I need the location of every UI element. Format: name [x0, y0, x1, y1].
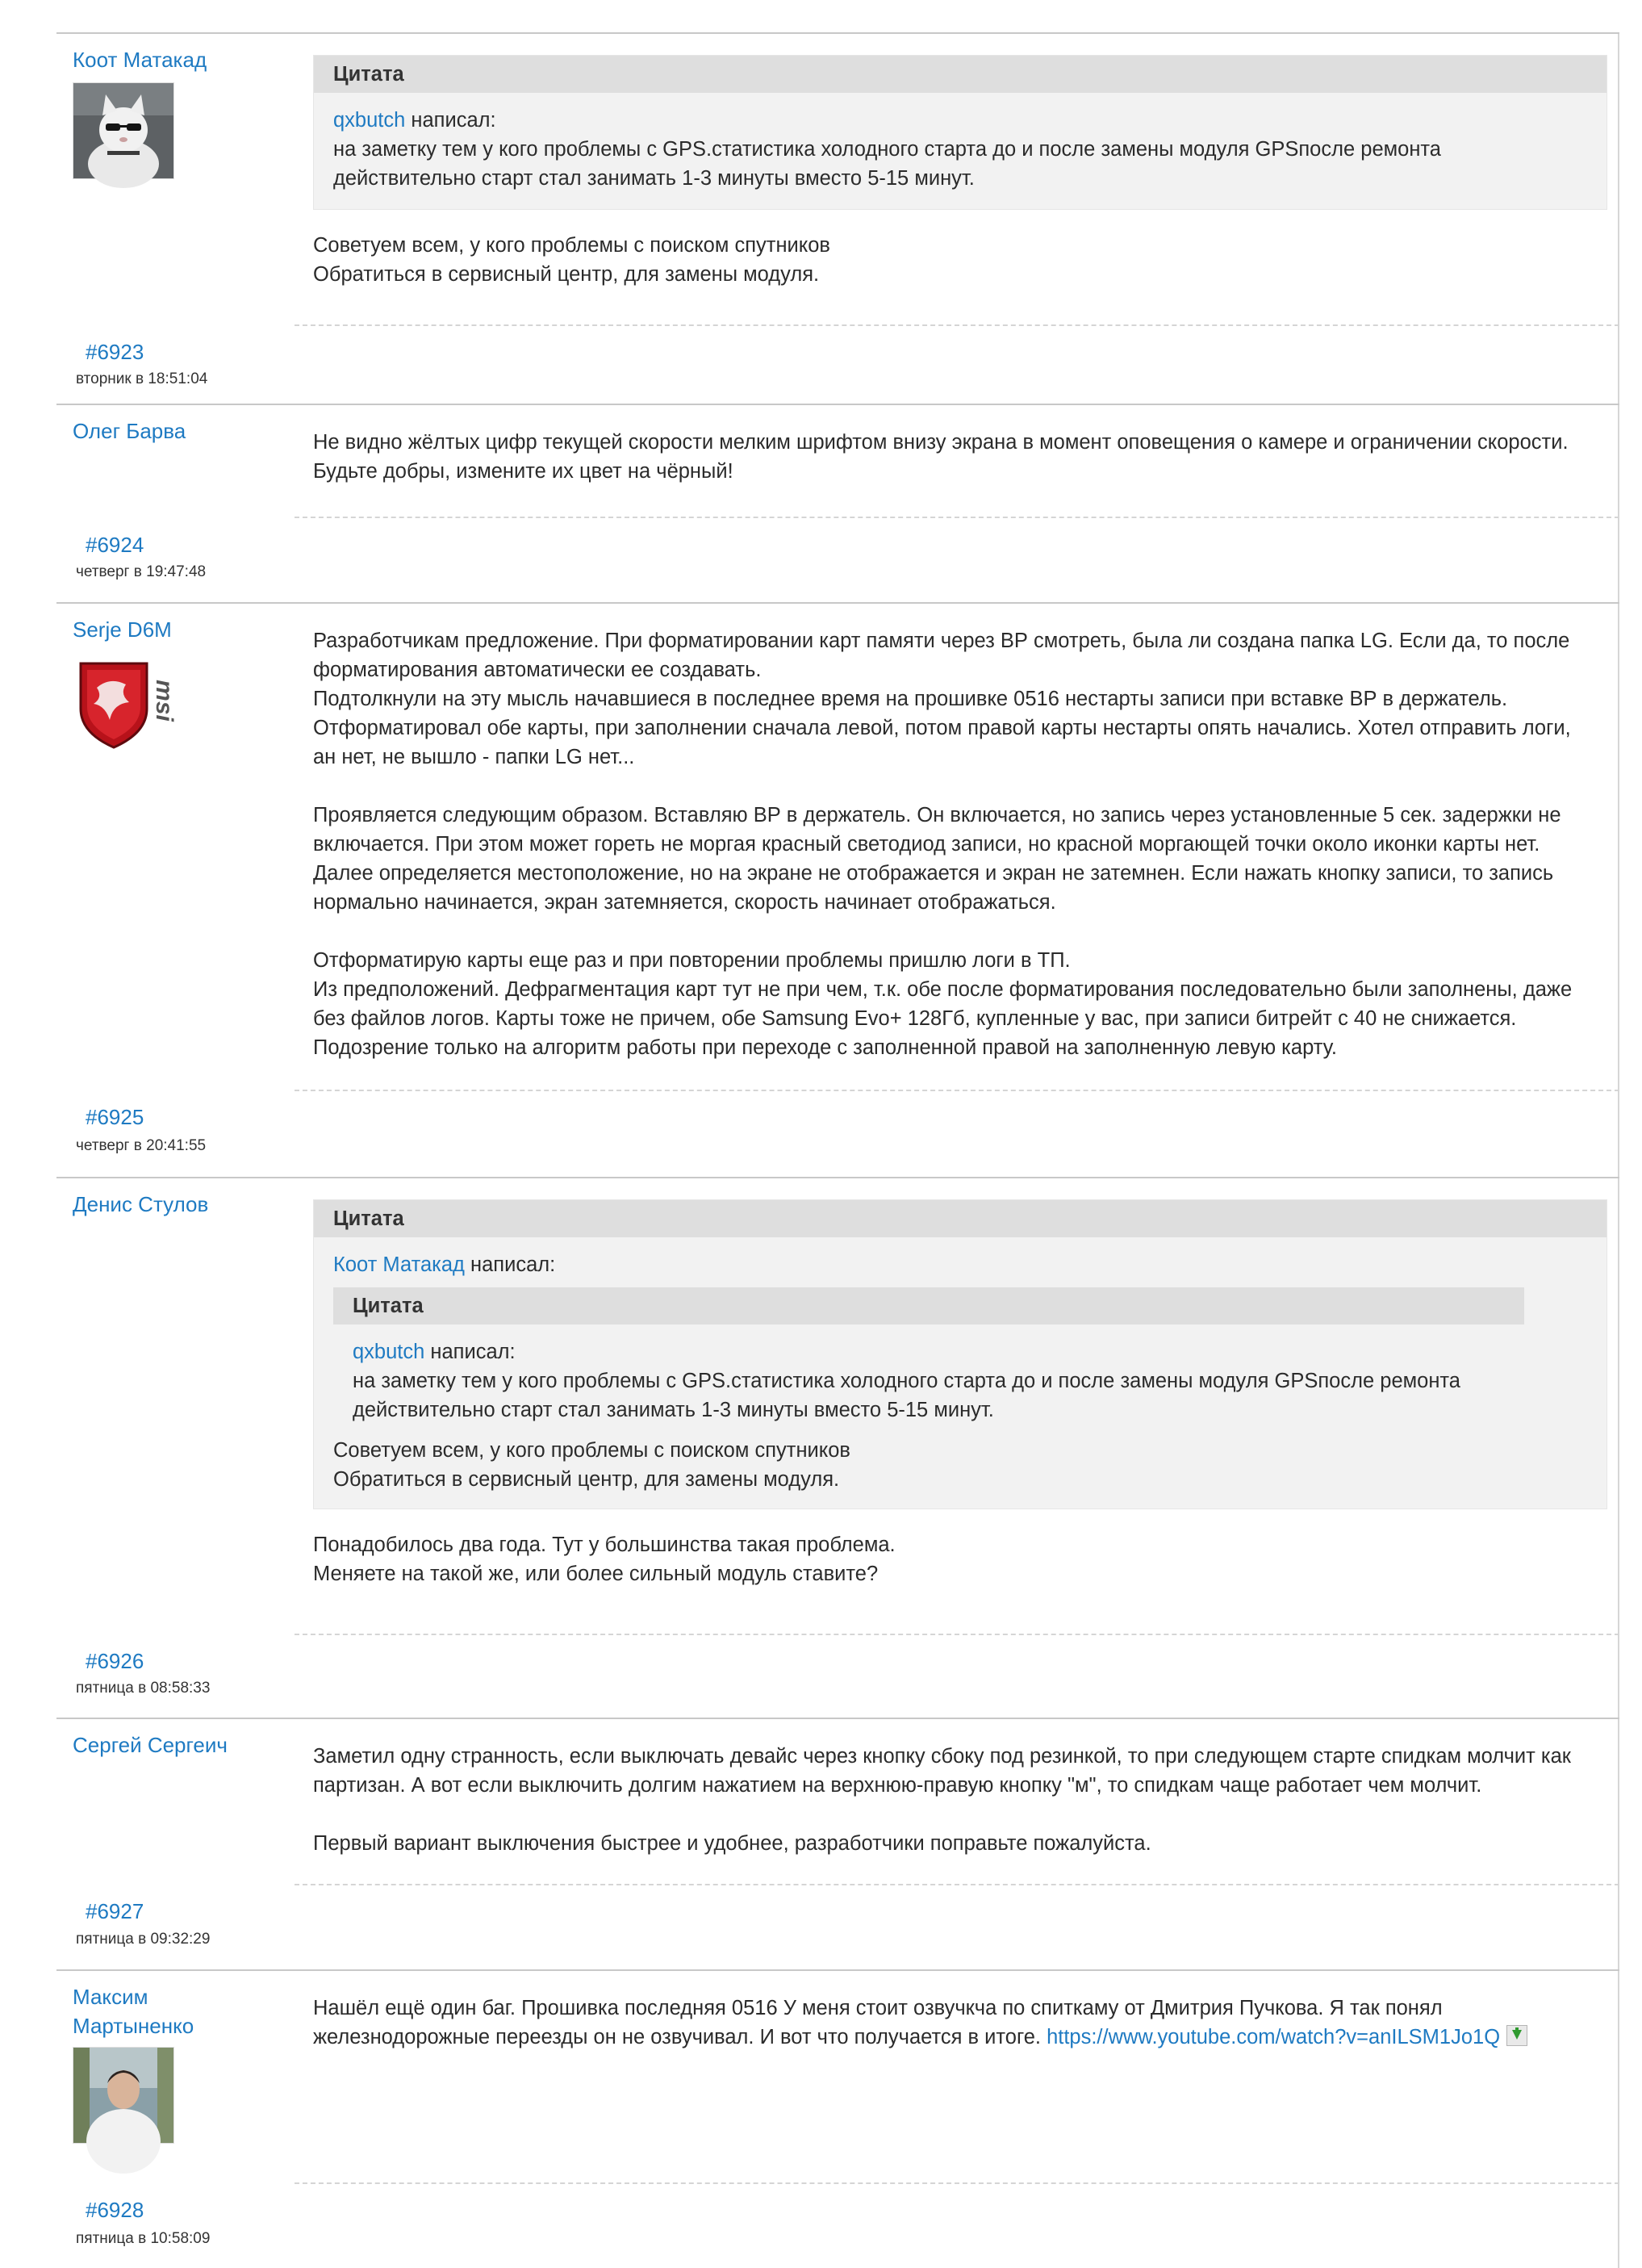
- quote-wrote-label: написал:: [430, 1341, 516, 1363]
- post-number-link[interactable]: #6928: [86, 2198, 144, 2222]
- avatar[interactable]: [73, 652, 178, 749]
- post: [56, 404, 1619, 602]
- post-text-line: Проявляется следующим образом. Вставляю ВР в держатель. Он включается, но запись через установленные 5 сек. задержки не: [313, 804, 1561, 826]
- post-author-link[interactable]: Олег Барва: [73, 419, 186, 443]
- nested-quote-block: [333, 1287, 1524, 1436]
- post-text-line: Понадобилось два года. Тут у большинства такая проблема.: [313, 1534, 896, 1556]
- post-number-link[interactable]: #6925: [86, 1105, 144, 1129]
- avatar[interactable]: [73, 82, 174, 179]
- quote-text-line: Обратиться в сервисный центр, для замены модуля.: [333, 1468, 840, 1491]
- post-author-link[interactable]: Денис Стулов: [73, 1192, 209, 1216]
- post-author-link[interactable]: Коот Матакад: [73, 48, 207, 72]
- post-text-line: Будьте добры, измените их цвет на чёрный!: [313, 460, 733, 483]
- post-divider: [295, 324, 1619, 326]
- post-text-line: Советуем всем, у кого проблемы с поиском спутников: [313, 234, 830, 257]
- post: [56, 1718, 1619, 1969]
- post-date: пятница в 10:58:09: [76, 2230, 211, 2247]
- quote-block: [313, 55, 1607, 210]
- post-text-line: Разработчикам предложение. При форматировании карт памяти через ВР смотреть, была ли создана папка LG. Если да, то после: [313, 630, 1570, 652]
- post-text-line: железнодорожные переезды он не озвучивал. И вот что получается в итоге.: [313, 2026, 1041, 2048]
- post-author-link[interactable]: Максим Мартыненко: [73, 1985, 194, 2038]
- post-text-line: включается. При этом может гореть не моргая красный светодиод записи, но красной моргающей точки около иконки карты нет.: [313, 833, 1540, 856]
- post-text-line: Отформатировал обе карты, при заполнении сначала левой, потом правой карты нестарты опять начались. Хотел отправить логи,: [313, 717, 1571, 739]
- post-date: четверг в 19:47:48: [76, 563, 207, 580]
- quote-text-line: действительно старт стал занимать 1-3 минуты вместо 5-15 минут.: [353, 1399, 994, 1421]
- quote-author-link[interactable]: qxbutch: [353, 1341, 425, 1363]
- post-text-line: ан нет, не вышло - папки LG нет...: [313, 746, 635, 768]
- post: [56, 1177, 1619, 1718]
- post-text-line: Обратиться в сервисный центр, для замены модуля.: [313, 263, 820, 286]
- post: [56, 32, 1619, 404]
- quote-wrote-label: написал:: [411, 109, 496, 132]
- post-text-line: Нашёл ещё один баг. Прошивка последняя 0516 У меня стоит озвучкча по спиткаму от Дмитрия Пучкова. Я так понял: [313, 1997, 1443, 2019]
- quote-wrote-label: написал:: [470, 1253, 556, 1276]
- quote-header: Цитата: [314, 56, 1606, 93]
- post-divider: [295, 1090, 1619, 1091]
- post-number-link[interactable]: #6924: [86, 533, 144, 557]
- post-text-line: Меняете на такой же, или более сильный модуль ставите?: [313, 1563, 879, 1585]
- post-number-link[interactable]: #6926: [86, 1649, 144, 1673]
- post: [56, 602, 1619, 1177]
- svg-text:msi: msi: [151, 680, 178, 722]
- msi-avatar-image: [73, 652, 178, 749]
- quote-header: Цитата: [314, 1200, 1606, 1237]
- post-text-line: без файлов логов. Карты тоже не причем, обе Samsung Evo+ 128Гб, купленные у вас, при записи битрейт с 40 не снижается.: [313, 1007, 1517, 1030]
- post-text-line: Заметил одну странность, если выключать девайс через кнопку сбоку под резинкой, то при следующем старте спидкам молчит как: [313, 1745, 1571, 1768]
- post-date: пятница в 09:32:29: [76, 1931, 211, 1948]
- post-text-line: партизан. А вот если выключить долгим нажатием на верхнюю-правую кнопку "м", то спидкам чаще работает чем молчит.: [313, 1774, 1482, 1797]
- quote-text-line: действительно старт стал занимать 1-3 минуты вместо 5-15 минут.: [333, 167, 975, 190]
- post-text-line: Подозрение только на алгоритм работы при переходе с заполненной правой на заполненную левую карту.: [313, 1036, 1337, 1059]
- user-photo-avatar-image: [73, 2048, 173, 2143]
- post-text-line: Первый вариант выключения быстрее и удобнее, разработчики поправьте пожалуйста.: [313, 1832, 1151, 1855]
- post-text-line: Далее определяется местоположение, но на экране не отображается и экран не затемнен. Если нажать кнопку записи, то запись: [313, 862, 1554, 885]
- download-icon[interactable]: [1506, 2025, 1527, 2046]
- post-divider: [295, 2182, 1619, 2184]
- quote-author-link[interactable]: Коот Матакад: [333, 1253, 465, 1276]
- youtube-link[interactable]: https://www.youtube.com/watch?v=anILSM1Jo1Q: [1047, 2026, 1501, 2048]
- quote-text-line: на заметку тем у кого проблемы с GPS.статистика холодного старта до и после замены модуля GPSпосле ремонта: [333, 138, 1441, 161]
- post-divider: [295, 517, 1619, 518]
- post-text-line: нормально начинается, экран затемняется, скорость начинает отображаться.: [313, 891, 1056, 914]
- post-text-line: форматирования автоматически ее создавать.: [313, 659, 762, 681]
- quote-text-line: на заметку тем у кого проблемы с GPS.статистика холодного старта до и после замены модуля GPSпосле ремонта: [353, 1370, 1460, 1392]
- post-text-line: Отформатирую карты еще раз и при повторении проблемы пришлю логи в ТП.: [313, 949, 1071, 972]
- post-text-line: Подтолкнули на эту мысль начавшиеся в последнее время на прошивке 0516 нестарты записи при вставке ВР в держатель.: [313, 688, 1508, 710]
- post-author-link[interactable]: Сергей Сергеич: [73, 1733, 228, 1757]
- post-author-link[interactable]: Serje D6M: [73, 617, 172, 642]
- quote-author-link[interactable]: qxbutch: [333, 109, 406, 132]
- avatar[interactable]: [73, 2047, 174, 2144]
- post-text-line: Из предположений. Дефрагментация карт тут не при чем, т.к. обе после форматирования последовательно были заполнены, даже: [313, 978, 1573, 1001]
- post-divider: [295, 1884, 1619, 1885]
- post-date: четверг в 20:41:55: [76, 1137, 207, 1154]
- post-divider: [295, 1634, 1619, 1635]
- quote-text-line: Советуем всем, у кого проблемы с поиском спутников: [333, 1439, 850, 1462]
- quote-block: [313, 1199, 1607, 1509]
- post-number-link[interactable]: #6923: [86, 340, 144, 364]
- quote-header: Цитата: [333, 1287, 1524, 1324]
- post-date: пятница в 08:58:33: [76, 1680, 211, 1697]
- post-text-line: Не видно жёлтых цифр текущей скорости мелким шрифтом внизу экрана в момент оповещения о камере и ограничении скорости.: [313, 431, 1569, 454]
- cat-avatar-image: [73, 83, 173, 178]
- post-date: вторник в 18:51:04: [76, 370, 208, 387]
- post: [56, 1969, 1619, 2268]
- post-number-link[interactable]: #6927: [86, 1899, 144, 1923]
